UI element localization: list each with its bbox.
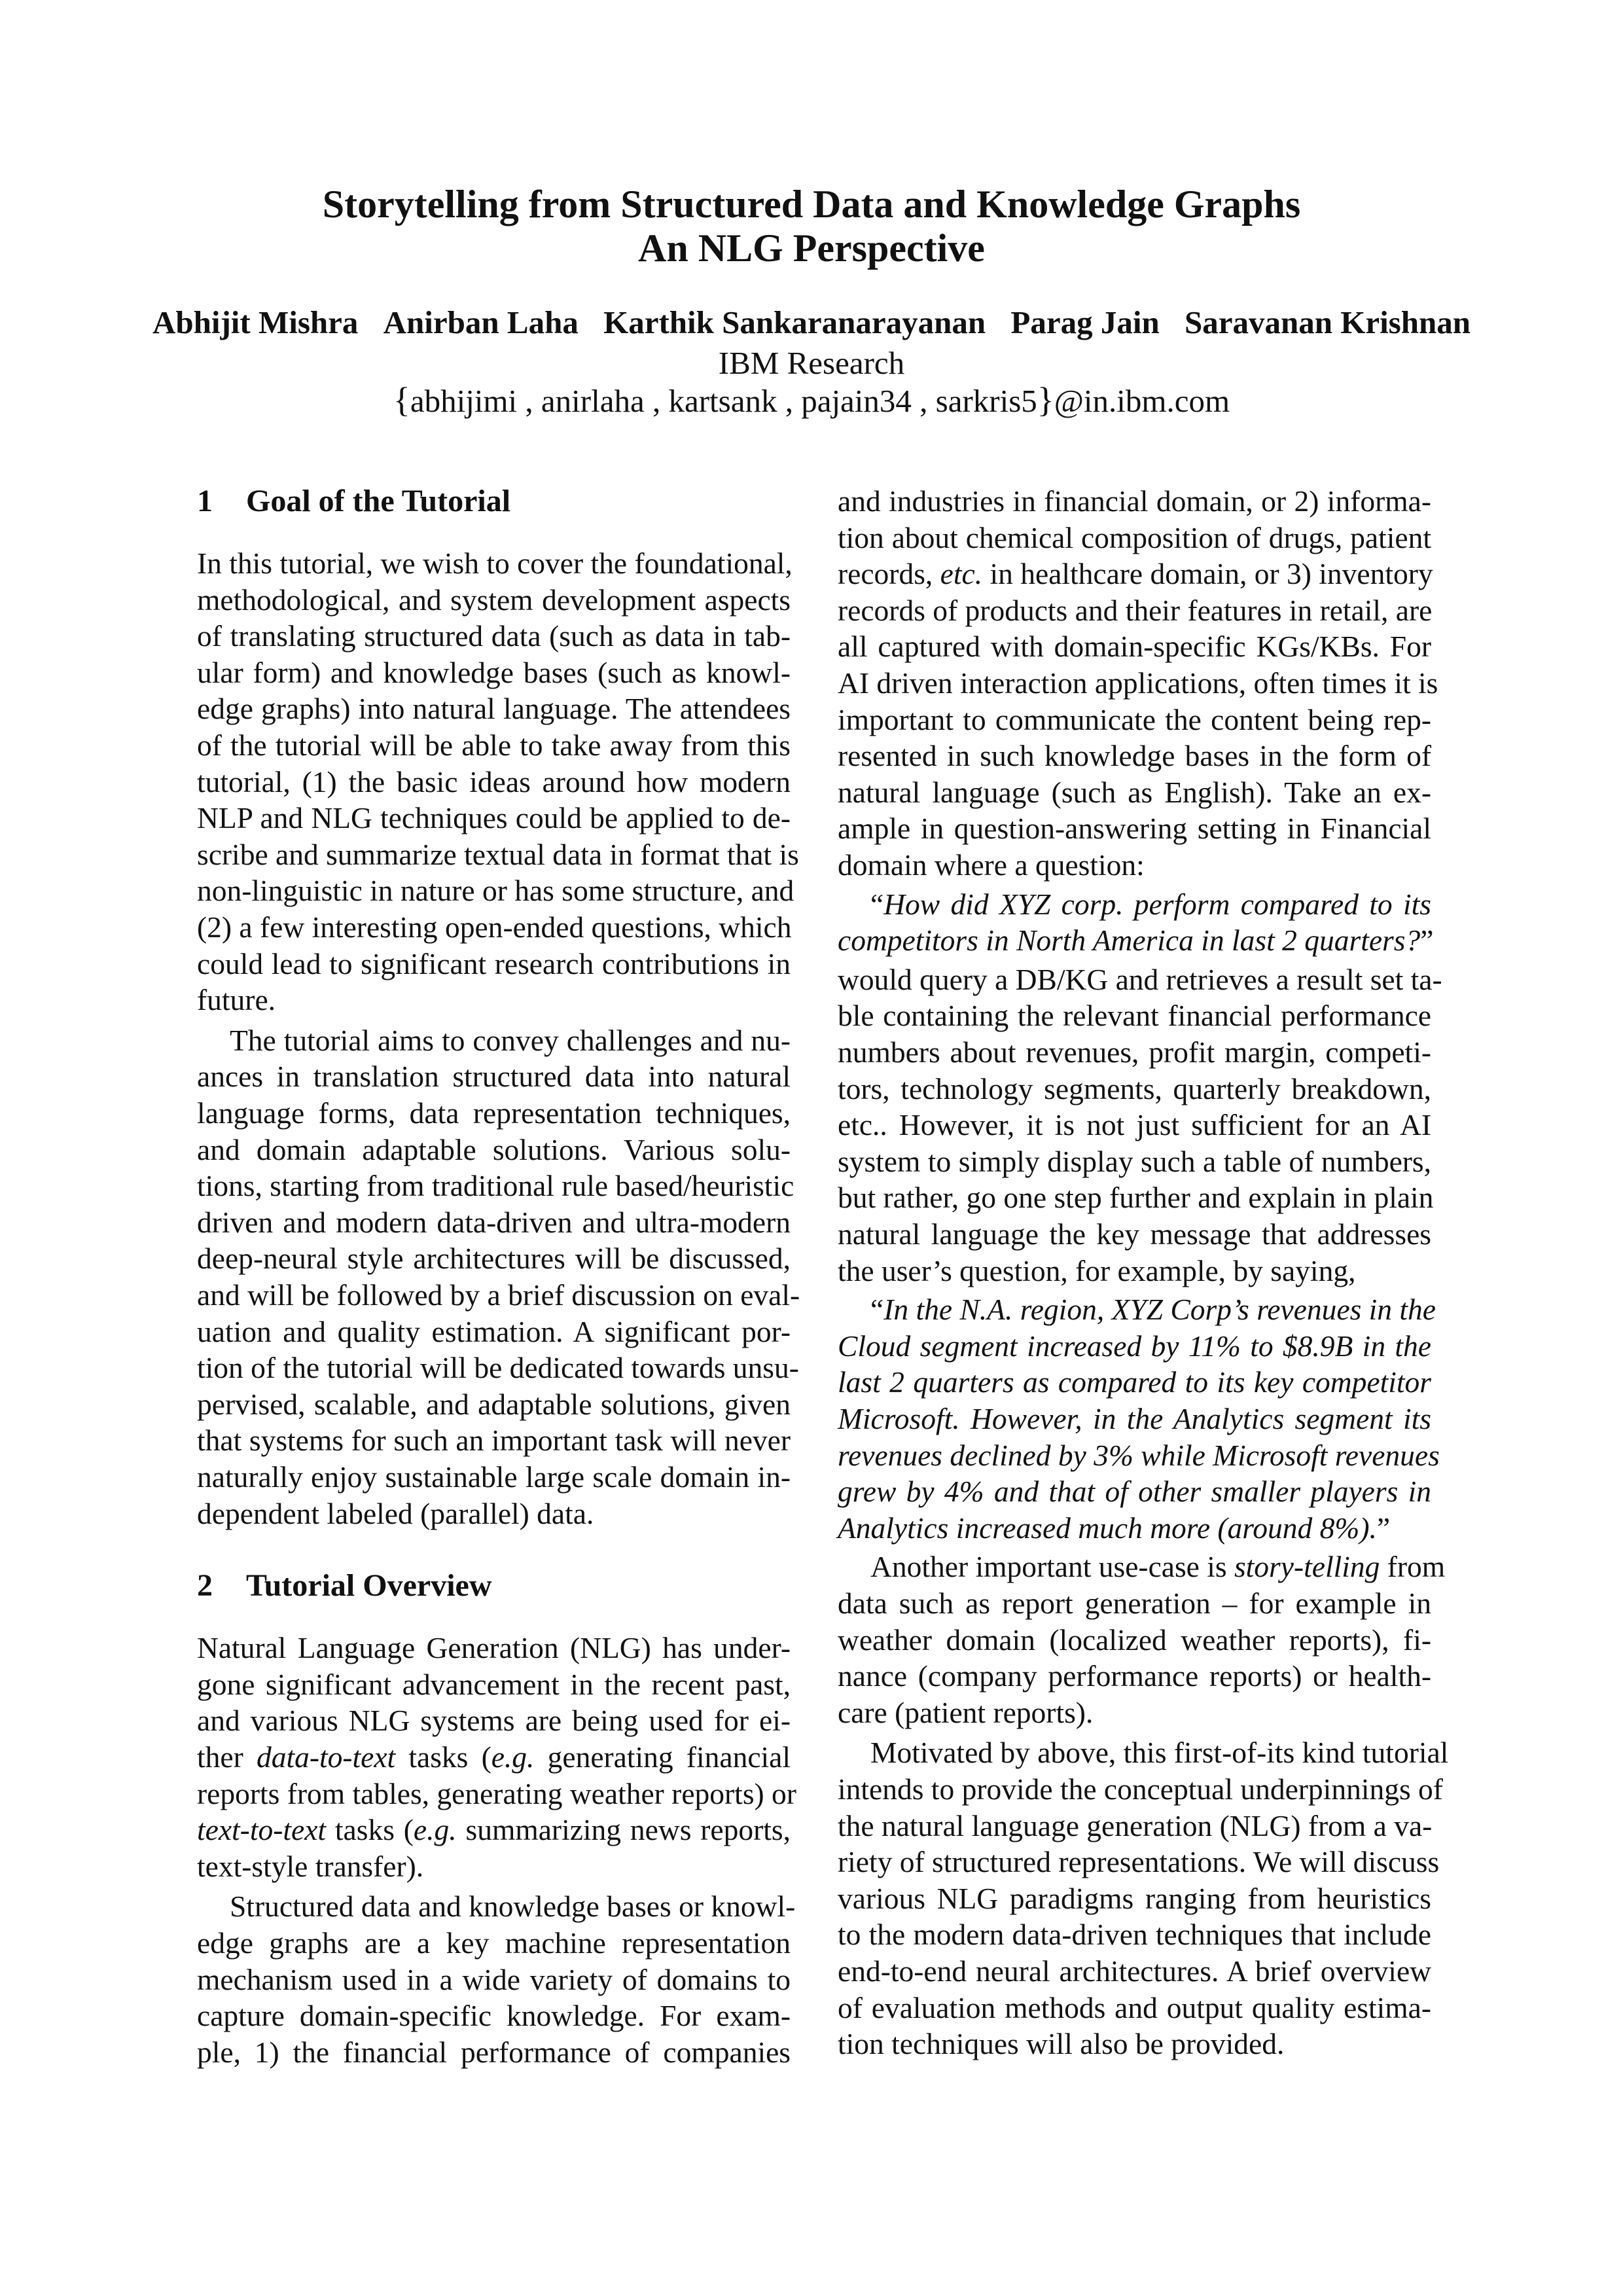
text-line xyxy=(197,836,799,873)
text-run: dependent labeled (parallel) data. xyxy=(197,1496,594,1530)
text-run: ple, 1) the financial performance of companies xyxy=(197,2035,791,2069)
text-line xyxy=(197,909,791,946)
email-domain: @in.ibm.com xyxy=(1054,383,1230,419)
text-run: capture domain-specific knowledge. For exam- xyxy=(197,1999,791,2033)
text-run: the user’s question, for example, by saying, xyxy=(838,1253,1356,1287)
text-line xyxy=(838,961,1442,998)
text-line xyxy=(838,1510,1431,1547)
text-line xyxy=(197,1386,791,1423)
text-run: tion about chemical composition of drugs, patient xyxy=(838,520,1431,554)
text-run: would query a DB/KG and retrieves a result set ta- xyxy=(838,962,1442,996)
text-line xyxy=(197,2034,791,2071)
author-name: Abhijit Mishra xyxy=(152,304,359,340)
text-run: intends to provide the conceptual underpinnings of xyxy=(838,1772,1443,1806)
text-run: and industries in financial domain, or 2) informa- xyxy=(838,484,1431,518)
text-run: Motivated by above, this first-of-its kind tutorial xyxy=(870,1736,1449,1770)
text-run: from xyxy=(1380,1550,1446,1584)
text-line xyxy=(197,1739,791,1776)
text-line xyxy=(197,1496,791,1532)
text-run: Natural Language Generation (NLG) has under- xyxy=(197,1631,791,1665)
text-run: and will be followed by a brief discussion on eval- xyxy=(197,1278,800,1312)
text-run: text-style transfer). xyxy=(197,1849,424,1883)
text-run: numbers about revenues, profit margin, competi- xyxy=(838,1035,1431,1069)
text-line xyxy=(197,1666,791,1703)
text-line xyxy=(838,1549,1446,1585)
title-line-1: Storytelling from Structured Data and Knowledge Graphs xyxy=(322,183,1301,226)
text-line xyxy=(838,1880,1431,1917)
text-line xyxy=(197,800,791,836)
text-line xyxy=(838,1658,1431,1695)
text-line xyxy=(197,1848,791,1885)
text-run: etc.. However, it is not just sufficient for an AI xyxy=(838,1108,1431,1142)
text-line xyxy=(197,1702,791,1739)
text-run: language forms, data representation techniques, xyxy=(197,1096,791,1130)
text-line xyxy=(838,997,1431,1034)
text-line xyxy=(838,1695,1431,1731)
text-run: ” xyxy=(1376,1511,1391,1545)
text-run: weather domain (localized weather reports), fi- xyxy=(838,1623,1431,1657)
text-line xyxy=(838,1253,1431,1289)
text-run: end-to-end neural architectures. A brief overview xyxy=(838,1954,1431,1988)
italic-text: revenues declined by 3% while Microsoft revenues xyxy=(838,1438,1440,1472)
section-number: 1 xyxy=(197,484,213,518)
text-line xyxy=(838,2026,1431,2062)
paper-title xyxy=(0,183,1623,270)
text-line xyxy=(838,1034,1431,1071)
text-line xyxy=(197,1962,791,1998)
italic-text: How did XYZ corp. perform compared to its xyxy=(883,887,1431,921)
italic-text: text-to-text xyxy=(197,1813,327,1847)
text-run: but rather, go one step further and explain in plain xyxy=(838,1181,1434,1215)
text-run: Structured data and knowledge bases or knowl- xyxy=(230,1890,796,1924)
text-line xyxy=(838,483,1431,520)
text-run: AI driven interaction applications, often times it is xyxy=(838,666,1438,700)
text-run: methodological, and system development aspects xyxy=(197,583,791,617)
text-line xyxy=(197,1240,791,1277)
section-heading xyxy=(197,483,510,520)
text-line xyxy=(197,1422,791,1459)
text-line xyxy=(838,592,1431,629)
text-line xyxy=(838,774,1431,811)
text-run: tors, technology segments, quarterly breakdown, xyxy=(838,1071,1431,1105)
section-title: Tutorial Overview xyxy=(246,1568,492,1604)
text-run: scribe and summarize textual data in format that is xyxy=(197,837,799,871)
text-run: the natural language generation (NLG) from a va- xyxy=(838,1808,1433,1842)
text-line xyxy=(197,1812,791,1848)
text-run: records, xyxy=(838,557,940,591)
text-run: future. xyxy=(197,983,276,1017)
italic-text: last 2 quarters as compared to its key competitor xyxy=(838,1365,1431,1399)
text-line xyxy=(838,628,1431,665)
text-run: various NLG paradigms ranging from heuristics xyxy=(838,1881,1431,1915)
text-run: generating financial xyxy=(534,1740,791,1774)
text-line xyxy=(197,545,791,582)
italic-text: In the N.A. region, XYZ Corp’s revenues in the xyxy=(883,1293,1436,1327)
text-run: system to simply display such a table of numbers, xyxy=(838,1144,1431,1178)
text-line xyxy=(838,1071,1431,1107)
text-line xyxy=(838,1401,1431,1437)
text-run: “ xyxy=(870,887,884,921)
close-brace: } xyxy=(1037,380,1054,420)
text-line xyxy=(838,810,1431,847)
text-run: ular form) and knowledge bases (such as knowl- xyxy=(197,655,791,689)
author-name: Saravanan Krishnan xyxy=(1184,304,1471,340)
italic-text: Analytics increased much more (around 8%). xyxy=(838,1511,1377,1545)
text-run: resented in such knowledge bases in the form of xyxy=(838,739,1431,773)
text-line xyxy=(838,1844,1440,1880)
text-line xyxy=(197,655,791,691)
text-run: gone significant advancement in the recent past, xyxy=(197,1667,791,1701)
text-line xyxy=(197,1998,791,2034)
text-line xyxy=(838,847,1431,884)
text-run: The tutorial aims to convey challenges and nu- xyxy=(230,1023,791,1057)
text-line xyxy=(197,1925,791,1962)
text-line xyxy=(838,1179,1434,1216)
italic-text: e.g. xyxy=(491,1740,535,1774)
text-line xyxy=(838,520,1431,556)
text-run: In this tutorial, we wish to cover the foundational, xyxy=(197,547,793,580)
text-run: natural language (such as English). Take an ex- xyxy=(838,775,1431,809)
author-emails xyxy=(0,382,1623,420)
text-line xyxy=(838,1734,1449,1771)
text-line xyxy=(838,1808,1431,1844)
text-run: deep-neural style architectures will be discussed, xyxy=(197,1242,791,1276)
text-line xyxy=(197,1022,791,1059)
text-line xyxy=(838,1990,1431,2026)
text-run: all captured with domain-specific KGs/KBs. For xyxy=(838,630,1431,664)
text-line xyxy=(197,1168,794,1204)
text-run: driven and modern data-driven and ultra-modern xyxy=(197,1205,791,1239)
text-run: in healthcare domain, or 3) inventory xyxy=(982,557,1433,591)
text-run: riety of structured representations. We will discuss xyxy=(838,1845,1440,1879)
text-run: and domain adaptable solutions. Various solu- xyxy=(197,1132,791,1166)
text-line xyxy=(838,1473,1431,1510)
text-line xyxy=(838,1916,1431,1953)
italic-text: Cloud segment increased by 11% to $8.9B in the xyxy=(838,1329,1431,1363)
text-line xyxy=(197,691,791,727)
text-run: summarizing news reports, xyxy=(456,1813,791,1847)
text-run: reports from tables, generating weather reports) or xyxy=(197,1776,796,1810)
author-list xyxy=(0,304,1623,341)
text-line xyxy=(197,1888,796,1925)
text-line xyxy=(197,1277,800,1314)
italic-text: grew by 4% and that of other smaller players in xyxy=(838,1475,1431,1509)
italic-text: competitors in North America in last 2 quarters? xyxy=(838,924,1421,958)
text-line xyxy=(197,582,791,619)
text-line xyxy=(838,702,1431,738)
text-line xyxy=(197,1314,791,1350)
text-run: NLP and NLG techniques could be applied to de- xyxy=(197,801,791,835)
text-line xyxy=(197,872,794,909)
text-run: pervised, scalable, and adaptable solutions, given xyxy=(197,1387,791,1421)
text-run: ther xyxy=(197,1740,257,1774)
text-run: tion techniques will also be provided. xyxy=(838,2027,1285,2061)
text-line xyxy=(838,1328,1431,1365)
text-run: data such as report generation – for example in xyxy=(838,1587,1431,1620)
text-run: of the tutorial will be able to take away from this xyxy=(197,728,791,762)
text-run: could lead to significant research contributions in xyxy=(197,946,791,980)
text-line xyxy=(197,1350,799,1386)
text-line xyxy=(838,665,1438,702)
text-line xyxy=(197,618,791,655)
text-line xyxy=(838,886,1431,923)
text-run: and various NLG systems are being used for ei- xyxy=(197,1704,791,1738)
text-run: tutorial, (1) the basic ideas around how modern xyxy=(197,764,791,798)
text-line xyxy=(197,946,791,982)
section-number: 2 xyxy=(197,1568,213,1604)
text-run: edge graphs) into natural language. The attendees xyxy=(197,692,791,726)
email-handles: abhijimi , anirlaha , kartsank , pajain34 , sarkris5 xyxy=(410,383,1037,419)
text-run: non-linguistic in nature or has some structure, and xyxy=(197,874,794,908)
author-name: Karthik Sankaranarayanan xyxy=(603,304,986,340)
italic-text: etc. xyxy=(940,557,983,591)
text-line xyxy=(197,1776,796,1812)
text-line xyxy=(197,1095,791,1132)
text-run: ble containing the relevant financial performance xyxy=(838,999,1431,1033)
text-line xyxy=(197,1204,791,1241)
text-line xyxy=(838,1143,1431,1180)
text-run: edge graphs are a key machine representation xyxy=(197,1926,791,1960)
text-run: Another important use-case is xyxy=(870,1550,1234,1584)
text-line xyxy=(838,922,1434,959)
text-run: of translating structured data (such as data in tab- xyxy=(197,619,791,653)
text-line xyxy=(197,982,791,1018)
text-run: ample in question-answering setting in Financial xyxy=(838,812,1431,846)
text-run: that systems for such an important task will never xyxy=(197,1424,791,1458)
text-run: natural language the key message that addresses xyxy=(838,1217,1431,1251)
italic-text: data-to-text xyxy=(256,1740,396,1774)
text-line xyxy=(838,1585,1431,1622)
text-line xyxy=(838,1622,1431,1659)
text-run: to the modern data-driven techniques that include xyxy=(838,1918,1431,1952)
text-run: records of products and their features in retail, are xyxy=(838,593,1433,627)
section-title: Goal of the Tutorial xyxy=(246,484,511,518)
text-run: naturally enjoy sustainable large scale domain in- xyxy=(197,1460,791,1494)
text-line xyxy=(838,1364,1431,1401)
italic-text: story-telling xyxy=(1234,1550,1380,1584)
text-line xyxy=(838,1291,1436,1328)
text-line xyxy=(197,1132,791,1168)
text-run: nance (company performance reports) or health- xyxy=(838,1659,1431,1693)
italic-text: e.g. xyxy=(413,1813,457,1847)
text-run: important to communicate the content being rep- xyxy=(838,702,1431,736)
text-line xyxy=(838,556,1431,592)
text-line xyxy=(838,1437,1440,1474)
text-run: mechanism used in a wide variety of domains to xyxy=(197,1962,791,1996)
text-line xyxy=(838,1953,1431,1990)
text-run: care (patient reports). xyxy=(838,1695,1094,1729)
text-run: uation and quality estimation. A significant por- xyxy=(197,1314,791,1348)
text-line xyxy=(838,1771,1443,1808)
text-run: ances in translation structured data into natural xyxy=(197,1060,791,1094)
author-name: Parag Jain xyxy=(1010,304,1160,340)
text-line xyxy=(197,1459,791,1496)
text-run: (2) a few interesting open-ended questions, which xyxy=(197,910,792,944)
text-run: tasks ( xyxy=(326,1813,414,1847)
text-line xyxy=(197,1630,791,1666)
text-line xyxy=(838,1216,1431,1253)
open-brace: { xyxy=(393,380,410,420)
author-name: Anirban Laha xyxy=(383,304,579,340)
text-line xyxy=(197,727,791,764)
title-line-2: An NLG Perspective xyxy=(638,226,985,270)
text-run: “ xyxy=(870,1293,884,1327)
section-heading xyxy=(197,1568,492,1604)
italic-text: Microsoft. However, in the Analytics segment its xyxy=(838,1402,1431,1435)
text-run: domain where a question: xyxy=(838,848,1145,882)
text-run: ” xyxy=(1420,924,1434,958)
text-run: tions, starting from traditional rule based/heuristic xyxy=(197,1169,794,1203)
text-run: tion of the tutorial will be dedicated towards unsu- xyxy=(197,1351,799,1385)
text-run: tasks ( xyxy=(395,1740,491,1774)
text-line xyxy=(197,1058,791,1095)
text-line xyxy=(838,1107,1431,1143)
text-line xyxy=(838,738,1431,774)
affiliation: IBM Research xyxy=(718,345,905,381)
text-run: of evaluation methods and output quality estima- xyxy=(838,1990,1431,2024)
text-line xyxy=(197,764,791,800)
